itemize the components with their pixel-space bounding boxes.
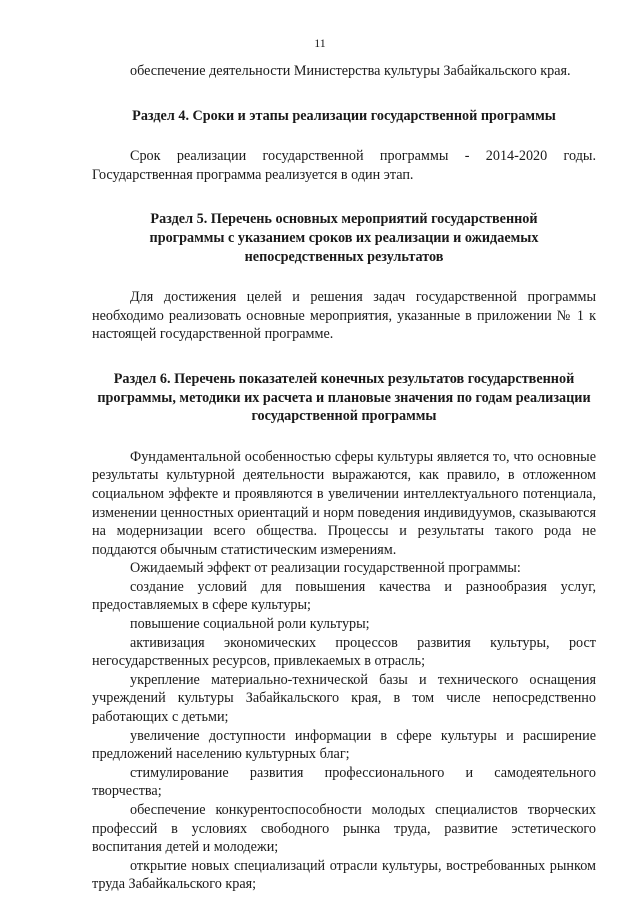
- effect-item: стимулирование развития профессионального и самодеятельного творчества;: [92, 764, 596, 800]
- effect-item: активизация экономических процессов развития культуры, рост негосударственных ресурсов, привлекаемых в отрасль;: [92, 634, 596, 670]
- spacer: [92, 184, 596, 210]
- effect-item: создание условий для повышения качества и разнообразия услуг, предоставляемых в сфере культуры;: [92, 578, 596, 614]
- effect-item: повышение социальной роли культуры;: [130, 616, 370, 633]
- intro-paragraph: обеспечение деятельности Министерства культуры Забайкальского края.: [130, 63, 571, 79]
- spacer: [92, 125, 596, 147]
- effect-item: открытие новых специализаций отрасли культуры, востребованных рынком труда Забайкальского края;: [92, 857, 596, 893]
- spacer: [92, 266, 596, 288]
- spacer: [92, 344, 596, 370]
- effect-item: обеспечение конкурентоспособности молодых специалистов творческих профессий в условиях свободного рынка труда, развитие эстетического воспитания детей и молодежи;: [92, 802, 596, 856]
- section-5-paragraph: Для достижения целей и решения задач государственной программы необходимо реализовать основные мероприятия, указанные в приложении № 1 к настоящей государственной программе.: [92, 289, 596, 343]
- section-5-heading: Раздел 5. Перечень основных мероприятий государственной программы с указанием сроков их реализации и ожидаемых непосредственных результатов: [149, 211, 539, 265]
- section-4-heading: Раздел 4. Сроки и этапы реализации государственной программы: [132, 107, 556, 124]
- section-4-paragraph: Срок реализации государственной программы - 2014-2020 годы. Государственная программа реализуется в один этап.: [92, 148, 596, 183]
- section-6-heading: Раздел 6. Перечень показателей конечных результатов государственной программы, методики их расчета и плановые значения по годам реализации государственной программы: [97, 370, 591, 425]
- effects-intro: Ожидаемый эффект от реализации государственной программы:: [130, 560, 521, 577]
- effect-item: укрепление материально-технической базы и технического оснащения учреждений культуры Забайкальского края, в том числе непосредственно работающих с детьми;: [92, 671, 596, 726]
- spacer: [92, 426, 596, 448]
- effect-item: увеличение доступности информации в сфере культуры и расширение предложений населению культурных благ;: [92, 727, 596, 763]
- section-6-paragraph: Фундаментальной особенностью сферы культуры является то, что основные результаты культурной деятельности выражаются, как правило, в отложенном социальном эффекте и проявляются в увеличении интеллектуального потенциала, изменении ценностных ориентаций и норм поведения индивидуумов, сказываются на модернизации всего общества. Процессы и результаты такого рода не поддаются обычным статистическим измерениям.: [92, 448, 596, 558]
- page-number: 11: [314, 36, 326, 50]
- document-body: [92, 62, 596, 894]
- spacer: [92, 81, 596, 107]
